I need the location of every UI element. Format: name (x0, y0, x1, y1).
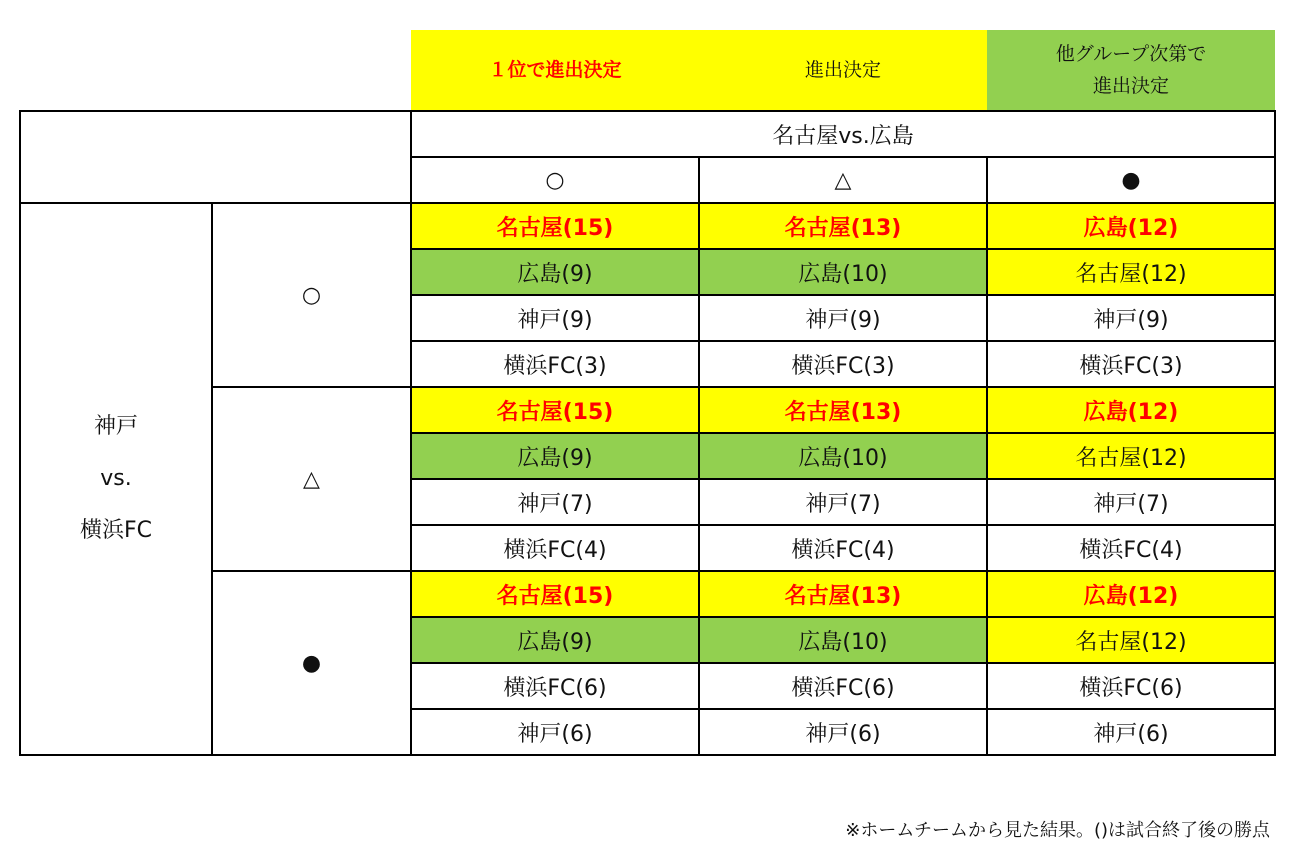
standing-cell: 神戸(6) (411, 709, 699, 755)
top-outcome-loss: ● (987, 157, 1275, 203)
standing-cell: 神戸(7) (987, 479, 1275, 525)
standing-cell: 広島(10) (699, 249, 987, 295)
standing-cell: 横浜FC(3) (987, 341, 1275, 387)
standing-cell: 横浜FC(3) (699, 341, 987, 387)
standing-cell: 横浜FC(4) (411, 525, 699, 571)
standing-cell: 名古屋(13) (699, 387, 987, 433)
left-outcome-win: ○ (212, 203, 411, 387)
left-outcome-draw: △ (212, 387, 411, 571)
standing-cell: 神戸(9) (411, 295, 699, 341)
standing-cell: 広島(12) (987, 571, 1275, 617)
left-outcome-loss: ● (212, 571, 411, 755)
standing-cell: 横浜FC(3) (411, 341, 699, 387)
legend-advance: 進出決定 (699, 30, 987, 110)
standing-cell: 広島(12) (987, 203, 1275, 249)
standing-cell: 神戸(9) (987, 295, 1275, 341)
standing-cell: 広島(9) (411, 433, 699, 479)
top-matchup-title: 名古屋vs.広島 (411, 111, 1275, 157)
standing-cell: 名古屋(15) (411, 203, 699, 249)
top-outcome-draw: △ (699, 157, 987, 203)
standing-cell: 横浜FC(6) (987, 663, 1275, 709)
standing-cell: 横浜FC(6) (699, 663, 987, 709)
scenario-table (19, 110, 1276, 756)
standing-cell: 横浜FC(4) (699, 525, 987, 571)
standing-cell: 広島(12) (987, 387, 1275, 433)
standing-cell: 名古屋(13) (699, 203, 987, 249)
footnote: ※ホームチームから見た結果。()は試合終了後の勝点 (845, 820, 1270, 841)
standing-cell: 広島(10) (699, 617, 987, 663)
standing-cell: 広島(9) (411, 617, 699, 663)
legend-first-place: １位で進出決定 (411, 30, 699, 110)
standing-cell: 名古屋(12) (987, 617, 1275, 663)
standing-cell: 神戸(6) (699, 709, 987, 755)
standing-cell: 神戸(7) (699, 479, 987, 525)
standing-cell: 名古屋(12) (987, 433, 1275, 479)
top-outcome-win: ○ (411, 157, 699, 203)
standing-cell: 名古屋(12) (987, 249, 1275, 295)
standings-row (20, 203, 1275, 249)
standing-cell: 名古屋(13) (699, 571, 987, 617)
standing-cell: 名古屋(15) (411, 387, 699, 433)
left-matchup-label: 神戸 vs. 横浜FC (20, 203, 212, 755)
standing-cell: 神戸(9) (699, 295, 987, 341)
standing-cell: 広島(9) (411, 249, 699, 295)
standing-cell: 名古屋(15) (411, 571, 699, 617)
corner-cell (20, 111, 411, 203)
standing-cell: 広島(10) (699, 433, 987, 479)
standing-cell: 神戸(7) (411, 479, 699, 525)
legend-depends-on-other-group: 他グループ次第で 進出決定 (987, 30, 1275, 110)
standing-cell: 横浜FC(4) (987, 525, 1275, 571)
legend (411, 30, 1275, 110)
standing-cell: 神戸(6) (987, 709, 1275, 755)
standing-cell: 横浜FC(6) (411, 663, 699, 709)
